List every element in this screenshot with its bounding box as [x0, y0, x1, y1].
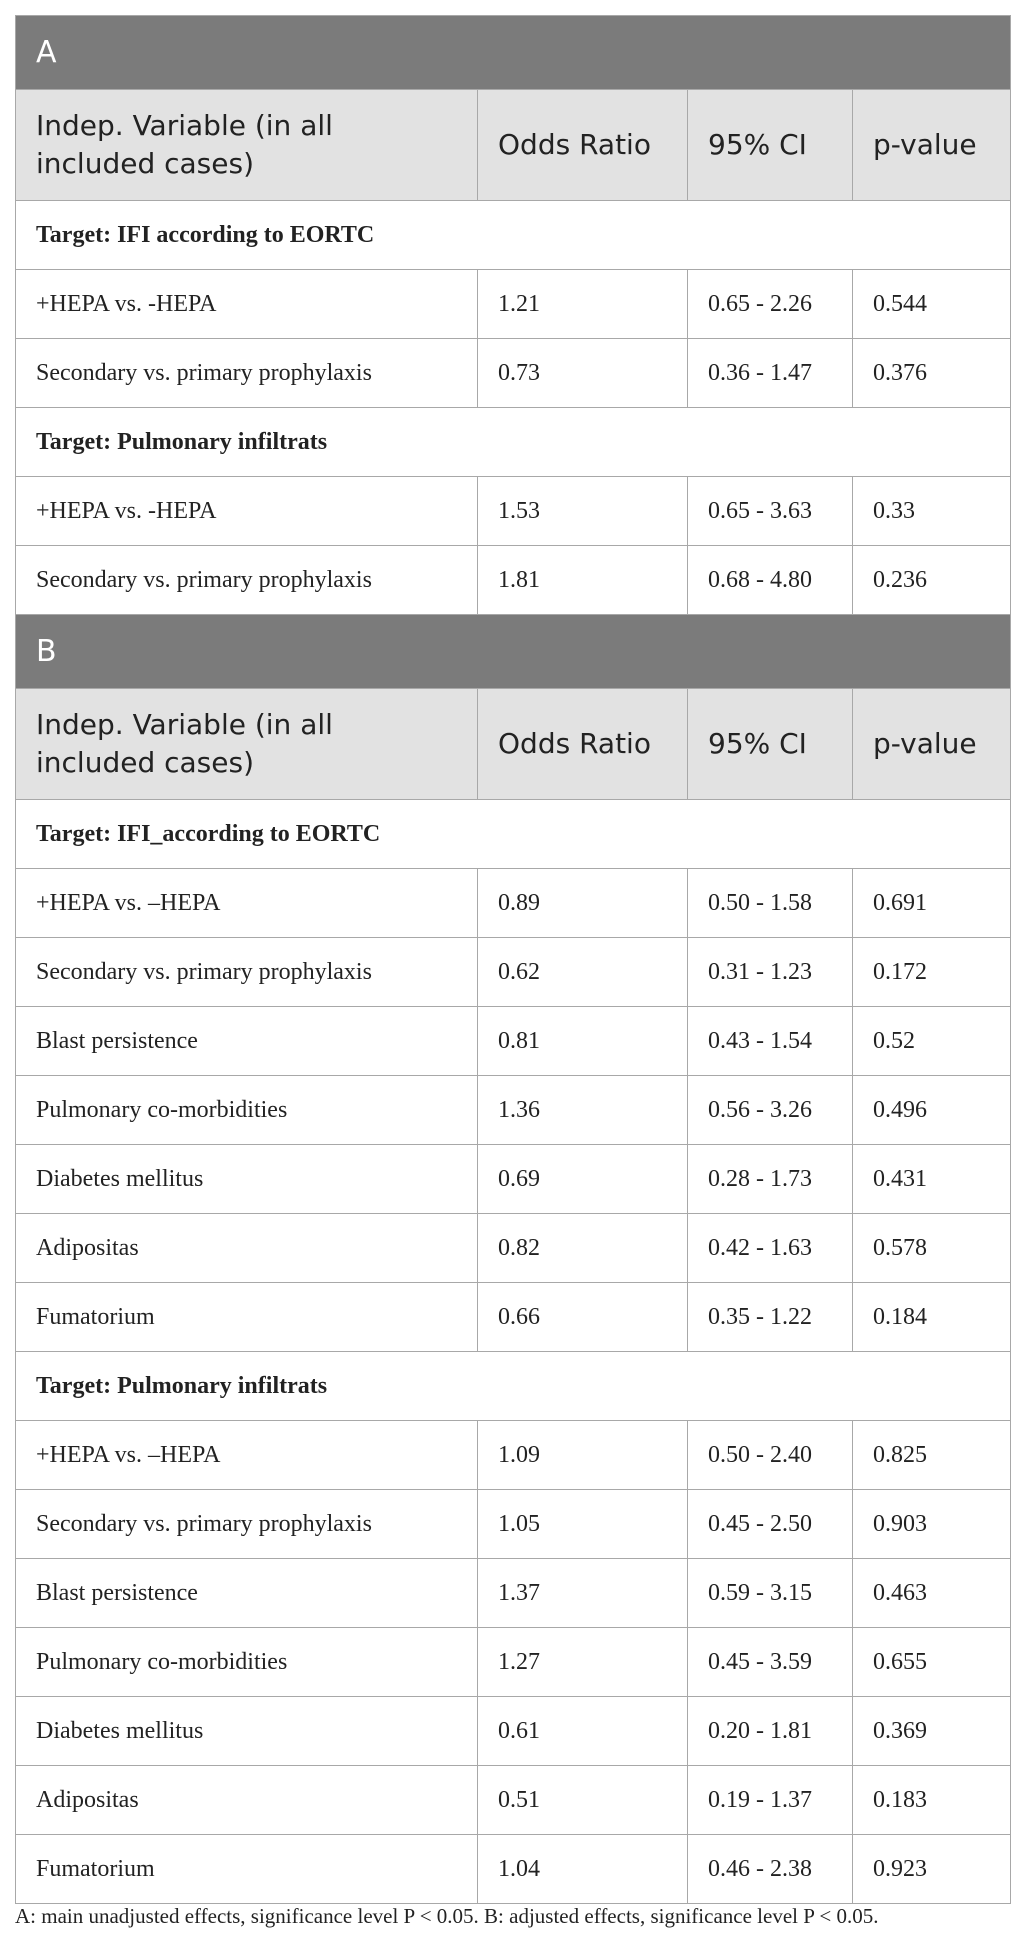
p-value-cell: 0.903	[853, 1490, 1011, 1559]
p-value-cell: 0.923	[853, 1835, 1011, 1904]
p-value-cell: 0.463	[853, 1559, 1011, 1628]
p-value-cell: 0.52	[853, 1007, 1011, 1076]
header-odds-ratio: Odds Ratio	[478, 90, 688, 201]
p-value-cell: 0.691	[853, 869, 1011, 938]
table-row	[16, 339, 1011, 408]
header-ci: 95% CI	[688, 90, 853, 201]
odds-ratio-cell: 0.82	[478, 1214, 688, 1283]
table-row	[16, 270, 1011, 339]
odds-ratio-cell: 1.05	[478, 1490, 688, 1559]
p-value-cell: 0.184	[853, 1283, 1011, 1352]
table-row	[16, 1628, 1011, 1697]
target-group-row	[16, 408, 1011, 477]
variable-cell: Pulmonary co-morbidities	[16, 1628, 478, 1697]
ci-cell: 0.19 - 1.37	[688, 1766, 853, 1835]
table-row	[16, 477, 1011, 546]
p-value-cell: 0.578	[853, 1214, 1011, 1283]
variable-cell: Secondary vs. primary prophylaxis	[16, 938, 478, 1007]
ci-cell: 0.36 - 1.47	[688, 339, 853, 408]
table-row	[16, 1214, 1011, 1283]
variable-cell: Blast persistence	[16, 1559, 478, 1628]
table-row	[16, 1766, 1011, 1835]
table-row	[16, 938, 1011, 1007]
p-value-cell: 0.183	[853, 1766, 1011, 1835]
odds-ratio-cell: 0.69	[478, 1145, 688, 1214]
table-row	[16, 1835, 1011, 1904]
target-label: Target: Pulmonary infiltrats	[16, 1352, 1011, 1421]
p-value-cell: 0.655	[853, 1628, 1011, 1697]
variable-cell: Fumatorium	[16, 1283, 478, 1352]
odds-ratio-cell: 0.81	[478, 1007, 688, 1076]
ci-cell: 0.45 - 2.50	[688, 1490, 853, 1559]
ci-cell: 0.46 - 2.38	[688, 1835, 853, 1904]
table-row	[16, 1007, 1011, 1076]
header-ci: 95% CI	[688, 689, 853, 800]
header-odds-ratio: Odds Ratio	[478, 689, 688, 800]
odds-ratio-cell: 1.36	[478, 1076, 688, 1145]
variable-cell: Blast persistence	[16, 1007, 478, 1076]
ci-cell: 0.65 - 2.26	[688, 270, 853, 339]
variable-cell: Diabetes mellitus	[16, 1145, 478, 1214]
ci-cell: 0.45 - 3.59	[688, 1628, 853, 1697]
ci-cell: 0.59 - 3.15	[688, 1559, 853, 1628]
variable-cell: Secondary vs. primary prophylaxis	[16, 1490, 478, 1559]
header-p-value: p-value	[853, 90, 1011, 201]
variable-cell: +HEPA vs. -HEPA	[16, 270, 478, 339]
panel-label: A	[16, 16, 1011, 90]
target-group-row	[16, 201, 1011, 270]
ci-cell: 0.42 - 1.63	[688, 1214, 853, 1283]
ci-cell: 0.43 - 1.54	[688, 1007, 853, 1076]
target-label: Target: Pulmonary infiltrats	[16, 408, 1011, 477]
panel-label: B	[16, 615, 1011, 689]
variable-cell: +HEPA vs. –HEPA	[16, 1421, 478, 1490]
odds-ratio-cell: 1.27	[478, 1628, 688, 1697]
table-row	[16, 869, 1011, 938]
ci-cell: 0.31 - 1.23	[688, 938, 853, 1007]
odds-ratio-cell: 1.53	[478, 477, 688, 546]
variable-cell: Pulmonary co-morbidities	[16, 1076, 478, 1145]
variable-cell: Adipositas	[16, 1766, 478, 1835]
odds-ratio-cell: 1.37	[478, 1559, 688, 1628]
table-header-row	[16, 90, 1011, 201]
ci-cell: 0.28 - 1.73	[688, 1145, 853, 1214]
header-variable: Indep. Variable (in all included cases)	[16, 90, 478, 201]
variable-cell: +HEPA vs. -HEPA	[16, 477, 478, 546]
table-row	[16, 1283, 1011, 1352]
header-variable: Indep. Variable (in all included cases)	[16, 689, 478, 800]
odds-ratio-cell: 0.61	[478, 1697, 688, 1766]
ci-cell: 0.56 - 3.26	[688, 1076, 853, 1145]
panel-label-row	[16, 615, 1011, 689]
odds-ratio-cell: 1.04	[478, 1835, 688, 1904]
target-group-row	[16, 1352, 1011, 1421]
odds-ratio-cell: 0.62	[478, 938, 688, 1007]
target-group-row	[16, 800, 1011, 869]
table-row	[16, 546, 1011, 615]
p-value-cell: 0.376	[853, 339, 1011, 408]
p-value-cell: 0.825	[853, 1421, 1011, 1490]
table-header-row	[16, 689, 1011, 800]
ci-cell: 0.35 - 1.22	[688, 1283, 853, 1352]
p-value-cell: 0.172	[853, 938, 1011, 1007]
table-row	[16, 1490, 1011, 1559]
p-value-cell: 0.369	[853, 1697, 1011, 1766]
odds-ratio-cell: 1.21	[478, 270, 688, 339]
ci-cell: 0.68 - 4.80	[688, 546, 853, 615]
variable-cell: +HEPA vs. –HEPA	[16, 869, 478, 938]
variable-cell: Secondary vs. primary prophylaxis	[16, 339, 478, 408]
variable-cell: Adipositas	[16, 1214, 478, 1283]
header-p-value: p-value	[853, 689, 1011, 800]
variable-cell: Secondary vs. primary prophylaxis	[16, 546, 478, 615]
target-label: Target: IFI_according to EORTC	[16, 800, 1011, 869]
ci-cell: 0.20 - 1.81	[688, 1697, 853, 1766]
odds-ratio-table	[15, 15, 1011, 1904]
odds-ratio-cell: 0.51	[478, 1766, 688, 1835]
table-row	[16, 1421, 1011, 1490]
p-value-cell: 0.33	[853, 477, 1011, 546]
table-row	[16, 1145, 1011, 1214]
table-row	[16, 1559, 1011, 1628]
p-value-cell: 0.236	[853, 546, 1011, 615]
ci-cell: 0.65 - 3.63	[688, 477, 853, 546]
table-row	[16, 1076, 1011, 1145]
variable-cell: Fumatorium	[16, 1835, 478, 1904]
odds-ratio-cell: 0.66	[478, 1283, 688, 1352]
odds-ratio-cell: 1.81	[478, 546, 688, 615]
p-value-cell: 0.431	[853, 1145, 1011, 1214]
odds-ratio-cell: 0.73	[478, 339, 688, 408]
p-value-cell: 0.544	[853, 270, 1011, 339]
panel-label-row	[16, 16, 1011, 90]
target-label: Target: IFI according to EORTC	[16, 201, 1011, 270]
table-footnote: A: main unadjusted effects, significance level P < 0.05. B: adjusted effects, significance level P < 0.05.	[15, 1904, 879, 1928]
variable-cell: Diabetes mellitus	[16, 1697, 478, 1766]
odds-ratio-table-container	[15, 15, 1010, 1904]
odds-ratio-cell: 0.89	[478, 869, 688, 938]
ci-cell: 0.50 - 1.58	[688, 869, 853, 938]
ci-cell: 0.50 - 2.40	[688, 1421, 853, 1490]
table-row	[16, 1697, 1011, 1766]
p-value-cell: 0.496	[853, 1076, 1011, 1145]
odds-ratio-cell: 1.09	[478, 1421, 688, 1490]
